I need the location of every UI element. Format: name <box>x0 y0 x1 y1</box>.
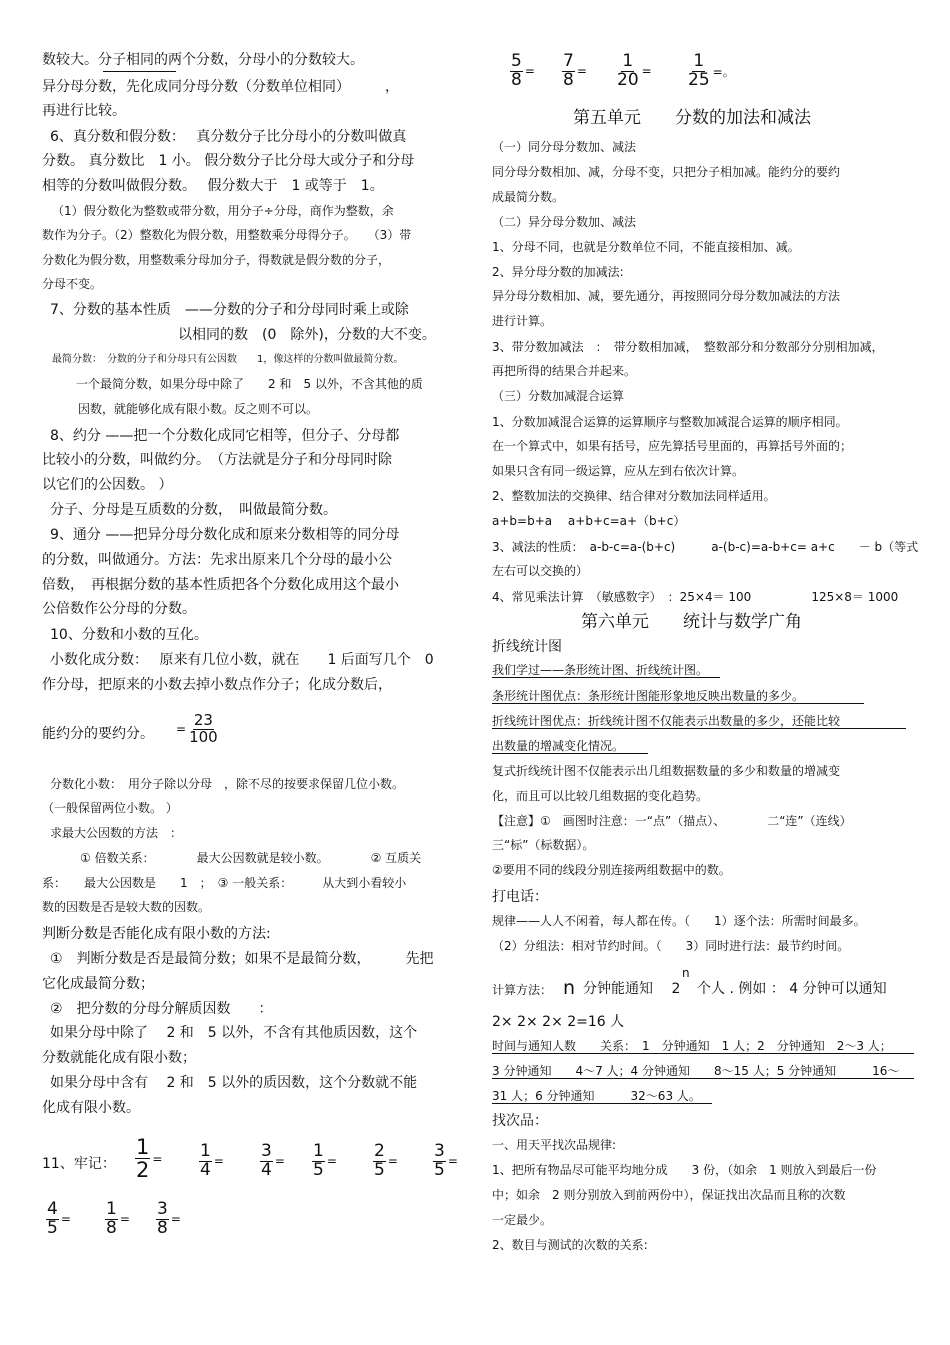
right-line-31c: 个人 . 例如 ： 4 分钟可以通知 <box>697 981 887 997</box>
right-line-26: 【注意】① 画图时注意：一“点”（描点）、 二“连”（连线） <box>492 814 852 828</box>
fraction-denominator: 5 <box>47 1217 58 1238</box>
fraction-numerator: 1 <box>106 1199 117 1219</box>
left-line-2: 异分母分数，先化成同分母分数（分数单位相同） ， <box>42 79 399 95</box>
right-line-22: 折线统计图优点：折线统计图不仅能表示出数量的多少，还能比较 <box>492 714 906 729</box>
fraction-numerator: 1 <box>200 1141 211 1161</box>
equals-sign: = <box>524 64 535 79</box>
fraction-numerator: 23 <box>193 711 213 729</box>
fraction-1-2 <box>135 1136 162 1181</box>
left-line-15: 因数，就能够化成有限小数。反之则不可以。 <box>78 402 319 416</box>
equals-sign: = <box>576 64 587 79</box>
right-line-14: 如果只含有同一级运算，应从左到右依次计算。 <box>492 464 745 478</box>
left-line-16: 8、约分 ——把一个分数化成同它相等，但分子、分母都 <box>50 428 400 444</box>
left-line-33: 数的因数是否是较大数的因数。 <box>42 900 211 914</box>
left-line-35: ① 判断分数是否是最简分数；如果不是最简分数， 先把 <box>50 951 434 967</box>
left-line-3: 再进行比较。 <box>42 103 126 119</box>
left-line-9: 分数化为假分数，用整数乘分母加分子，得数就是假分数的分子， <box>42 253 391 267</box>
right-line-33: 时间与通知人数 关系： 1 分钟通知 1 人；2 分钟通知 2～3 人； <box>492 1039 914 1054</box>
left-line-26: 作分母，把原来的小数去掉小数点作分子；化成分数后， <box>42 677 392 693</box>
unit-6-heading: 第六单元 统计与数学广角 <box>581 612 802 632</box>
fraction-numerator: 1 <box>622 51 634 71</box>
fraction-denominator: 8 <box>511 69 522 90</box>
right-line-12: 1、分数加减混合运算的运算顺序与整数加减混合运算的顺序相同。 <box>492 415 848 429</box>
left-line-18: 以它们的公因数。 ） <box>42 477 173 493</box>
left-line-27: 能约分的要约分。 <box>42 726 154 742</box>
subheading-find-defective: 找次品： <box>492 1113 548 1129</box>
right-line-35: 31 人；6 分钟通知 32～63 人。 <box>492 1089 712 1104</box>
fraction-23-100 <box>174 713 219 746</box>
equals-sign: = <box>176 722 187 737</box>
right-line-27: 三“标”（标数据）。 <box>492 838 595 852</box>
right-line-30: （2）分组法：相对节约时间。（ 3）同时进行法：最节约时间。 <box>492 939 850 953</box>
left-line-8: 数作为分子。（2）整数化为假分数，用整数乘分母得分子。 （3）带 <box>42 228 412 242</box>
left-line-28: 分数化小数： 用分子除以分母 ，除不尽的按要求保留几位小数。 <box>50 777 405 791</box>
fraction-denominator: 2 <box>136 1158 150 1183</box>
right-line-32: 2× 2× 2× 2=16 人 <box>492 1014 625 1030</box>
left-line-24: 10、分数和小数的互化。 <box>50 627 208 643</box>
subheading-line-chart: 折线统计图 <box>492 639 562 655</box>
left-line-14: 一个最简分数，如果分母中除了 2 和 5 以外，不含其他的质 <box>76 377 423 391</box>
equals-sign: = <box>152 1151 163 1166</box>
unit-5-heading: 第五单元 分数的加法和减法 <box>573 108 811 128</box>
fraction-denominator: 25 <box>688 69 710 90</box>
equals-sign: = <box>213 1154 224 1169</box>
equals-sign: = <box>274 1154 285 1169</box>
left-line-29: （一般保留两位小数。 ） <box>42 801 178 815</box>
equals-sign: =。 <box>712 64 735 79</box>
left-line-7: （1）假分数化为整数或带分数，用分子÷分母，商作为整数，余 <box>52 204 394 218</box>
left-line-23: 公倍数作公分母的分数。 <box>42 601 196 617</box>
left-line-37: ② 把分数的分母分解质因数 ： <box>50 1001 273 1017</box>
fraction-1-4 <box>199 1143 224 1180</box>
fraction-numerator: 4 <box>47 1199 58 1219</box>
right-line-6: 2、异分母分数的加减法: <box>492 265 624 279</box>
equals-sign: = <box>170 1212 181 1227</box>
fraction-1-5 <box>312 1143 337 1180</box>
right-line-38: 中；如余 2 则分别放入到前两份中），保证找出次品而且称的次数 <box>492 1188 846 1202</box>
fraction-numerator: 1 <box>313 1141 324 1161</box>
left-line-25: 小数化成分数： 原来有几位小数，就在 1 后面写几个 0 <box>50 652 434 668</box>
right-line-9: 3、带分数加减法 ： 带分数相加减， 整数部分和分数部分分别相加减， <box>492 340 884 354</box>
left-line-5: 分数。 真分数比 1 小。 假分数分子比分母大或分子和分母 <box>42 153 415 169</box>
fraction-4-5 <box>46 1201 71 1238</box>
left-line-17: 比较小的分数，叫做约分。 （方法就是分子和分母同时除 <box>42 452 392 468</box>
subheading-phone: 打电话： <box>492 889 548 905</box>
fraction-3-8 <box>156 1201 181 1238</box>
exponent-n: n <box>682 966 690 980</box>
fraction-numerator: 7 <box>563 51 574 71</box>
right-line-16: a+b=b+a a+b+c=a+（b+c） <box>492 514 686 528</box>
fraction-3-5 <box>433 1143 458 1180</box>
right-line-7: 异分母分数相加、减，要先通分，再按照同分母分数加减法的方法 <box>492 289 841 303</box>
right-line-17: 3、减法的性质： a-b-c=a-(b+c) a-(b-c)=a-b+c= a+c － b（等式 <box>492 540 919 554</box>
right-line-39: 一定最少。 <box>492 1213 553 1227</box>
left-line-19: 分子、分母是互质数的分数， 叫做最简分数。 <box>50 502 337 518</box>
fraction-denominator: 5 <box>374 1159 385 1180</box>
fraction-denominator: 20 <box>617 69 639 90</box>
left-line-10: 分母不变。 <box>42 277 103 291</box>
right-line-4: （二）异分母分数加、减法 <box>492 215 637 229</box>
right-line-5: 1、分母不同，也就是分数单位不同，不能直接相加、减。 <box>492 240 800 254</box>
fraction-numerator: 3 <box>157 1199 168 1219</box>
right-line-24: 复式折线统计图不仅能表示出几组数据数量的多少和数量的增减变 <box>492 764 841 778</box>
left-line-21: 的分数，叫做通分。方法：先求出原来几个分母的最小公 <box>42 552 392 568</box>
fraction-numerator: 2 <box>374 1141 385 1161</box>
n-variable: n <box>563 977 576 999</box>
right-line-13: 在一个算式中，如果有括号，应先算括号里面的，再算括号外面的； <box>492 439 853 453</box>
right-line-34: 3 分钟通知 4～7 人；4 分钟通知 8～15 人；5 分钟通知 16～ <box>492 1064 914 1079</box>
left-line-12: 以相同的数 (0 除外)，分数的大不变。 <box>178 327 436 343</box>
right-line-21: 条形统计图优点：条形统计图能形象地反映出数量的多少。 <box>492 689 864 704</box>
left-line-36: 它化成最简分数； <box>42 976 154 992</box>
fraction-numerator: 1 <box>693 51 705 71</box>
equals-sign: = <box>119 1212 130 1227</box>
fraction-denominator: 8 <box>563 69 574 90</box>
left-line-31: ① 倍数关系： 最大公因数就是较小数。 ② 互质关 <box>80 851 422 865</box>
right-line-20: 我们学过——条形统计图、折线统计图。 <box>492 663 720 678</box>
right-line-8: 进行计算。 <box>492 314 553 328</box>
fraction-2-5 <box>373 1143 398 1180</box>
left-line-6: 相等的分数叫做假分数。 假分数大于 1 或等于 1。 <box>42 178 384 194</box>
left-line-38: 如果分母中除了 2 和 5 以外，不含有其他质因数，这个 <box>50 1025 418 1041</box>
left-line-1: 数较大。分子相同的两个分数，分母小的分数较大。 <box>42 52 364 68</box>
left-line-32: 系： 最大公因数是 1 ； ③ 一般关系： 从大到小看较小 <box>42 876 407 890</box>
fraction-1-8 <box>105 1201 130 1238</box>
right-line-31a: 计算方法： <box>492 983 553 997</box>
left-line-39: 分数就能化成有限小数； <box>42 1050 196 1066</box>
left-line-22: 倍数， 再根据分数的基本性质把各个分数化成用这个最小 <box>42 577 399 593</box>
right-line-11: （三）分数加减混合运算 <box>492 389 625 403</box>
equals-sign: = <box>447 1154 458 1169</box>
left-line-34: 判断分数是否能化成有限小数的方法: <box>42 926 271 942</box>
fraction-1-25 <box>687 53 735 90</box>
left-line-41: 化成有限小数。 <box>42 1100 140 1116</box>
right-line-3: 成最简分数。 <box>492 190 565 204</box>
fraction-denominator: 4 <box>200 1159 211 1180</box>
right-line-28: ②要用不同的线段分别连接两组数据中的数。 <box>492 863 731 877</box>
fraction-1-20 <box>616 53 652 90</box>
fraction-3-4 <box>260 1143 285 1180</box>
fraction-5-8 <box>510 53 535 90</box>
left-line-4: 6、真分数和假分数： 真分数分子比分母小的分数叫做真 <box>50 129 407 145</box>
right-line-15: 2、整数加法的交换律、结合律对分数加法同样适用。 <box>492 489 776 503</box>
right-line-18: 左右可以交换的） <box>492 564 589 578</box>
equals-sign: = <box>387 1154 398 1169</box>
fraction-7-8 <box>562 53 587 90</box>
fraction-denominator: 8 <box>157 1217 168 1238</box>
right-line-40: 2、数目与测试的次数的关系: <box>492 1238 648 1252</box>
underline-mark <box>103 71 176 72</box>
left-line-13: 最简分数： 分数的分子和分母只有公因数 1，像这样的分数叫做最简分数。 <box>52 354 404 365</box>
equals-sign: = <box>641 64 652 79</box>
fraction-numerator: 5 <box>511 51 522 71</box>
left-line-20: 9、通分 ——把异分母分数化成和原来分数相等的同分母 <box>50 527 400 543</box>
fraction-denominator: 5 <box>313 1159 324 1180</box>
fraction-numerator: 1 <box>136 1135 150 1159</box>
right-line-19: 4、常见乘法计算 （敏感数字） ：25×4＝ 100 125×8＝ 1000 <box>492 590 899 604</box>
left-line-11: 7、分数的基本性质 ——分数的分子和分母同时乘上或除 <box>50 302 409 318</box>
fraction-denominator: 5 <box>434 1159 445 1180</box>
right-line-36: 一、用天平找次品规律: <box>492 1138 617 1152</box>
right-line-1: （一）同分母分数加、减法 <box>492 140 637 154</box>
right-line-29: 规律——人人不闲着，每人都在传。（ 1）逐个法：所需时间最多。 <box>492 914 866 928</box>
right-line-10: 再把所得的结果合并起来。 <box>492 364 637 378</box>
fraction-denominator: 4 <box>261 1159 272 1180</box>
equals-sign: = <box>60 1212 71 1227</box>
right-line-23: 出数量的增减变化情况。 <box>492 739 648 754</box>
fraction-denominator: 100 <box>189 727 218 746</box>
equals-sign: = <box>326 1154 337 1169</box>
left-line-40: 如果分母中含有 2 和 5 以外的质因数，这个分数就不能 <box>50 1075 418 1091</box>
right-line-2: 同分母分数相加、减，分母不变，只把分子相加减。能约分的要约 <box>492 165 841 179</box>
left-line-42: 11、牢记： <box>42 1156 116 1172</box>
left-line-30: 求最大公因数的方法 ： <box>50 826 183 840</box>
right-line-25: 化，而且可以比较几组数据的变化趋势。 <box>492 789 709 803</box>
fraction-numerator: 3 <box>434 1141 445 1161</box>
fraction-denominator: 8 <box>106 1217 117 1238</box>
fraction-numerator: 3 <box>261 1141 272 1161</box>
right-line-31b: 分钟能通知 2 <box>583 981 681 997</box>
right-line-37: 1、把所有物品尽可能平均地分成 3 份，（如余 1 则放入到最后一份 <box>492 1163 877 1177</box>
